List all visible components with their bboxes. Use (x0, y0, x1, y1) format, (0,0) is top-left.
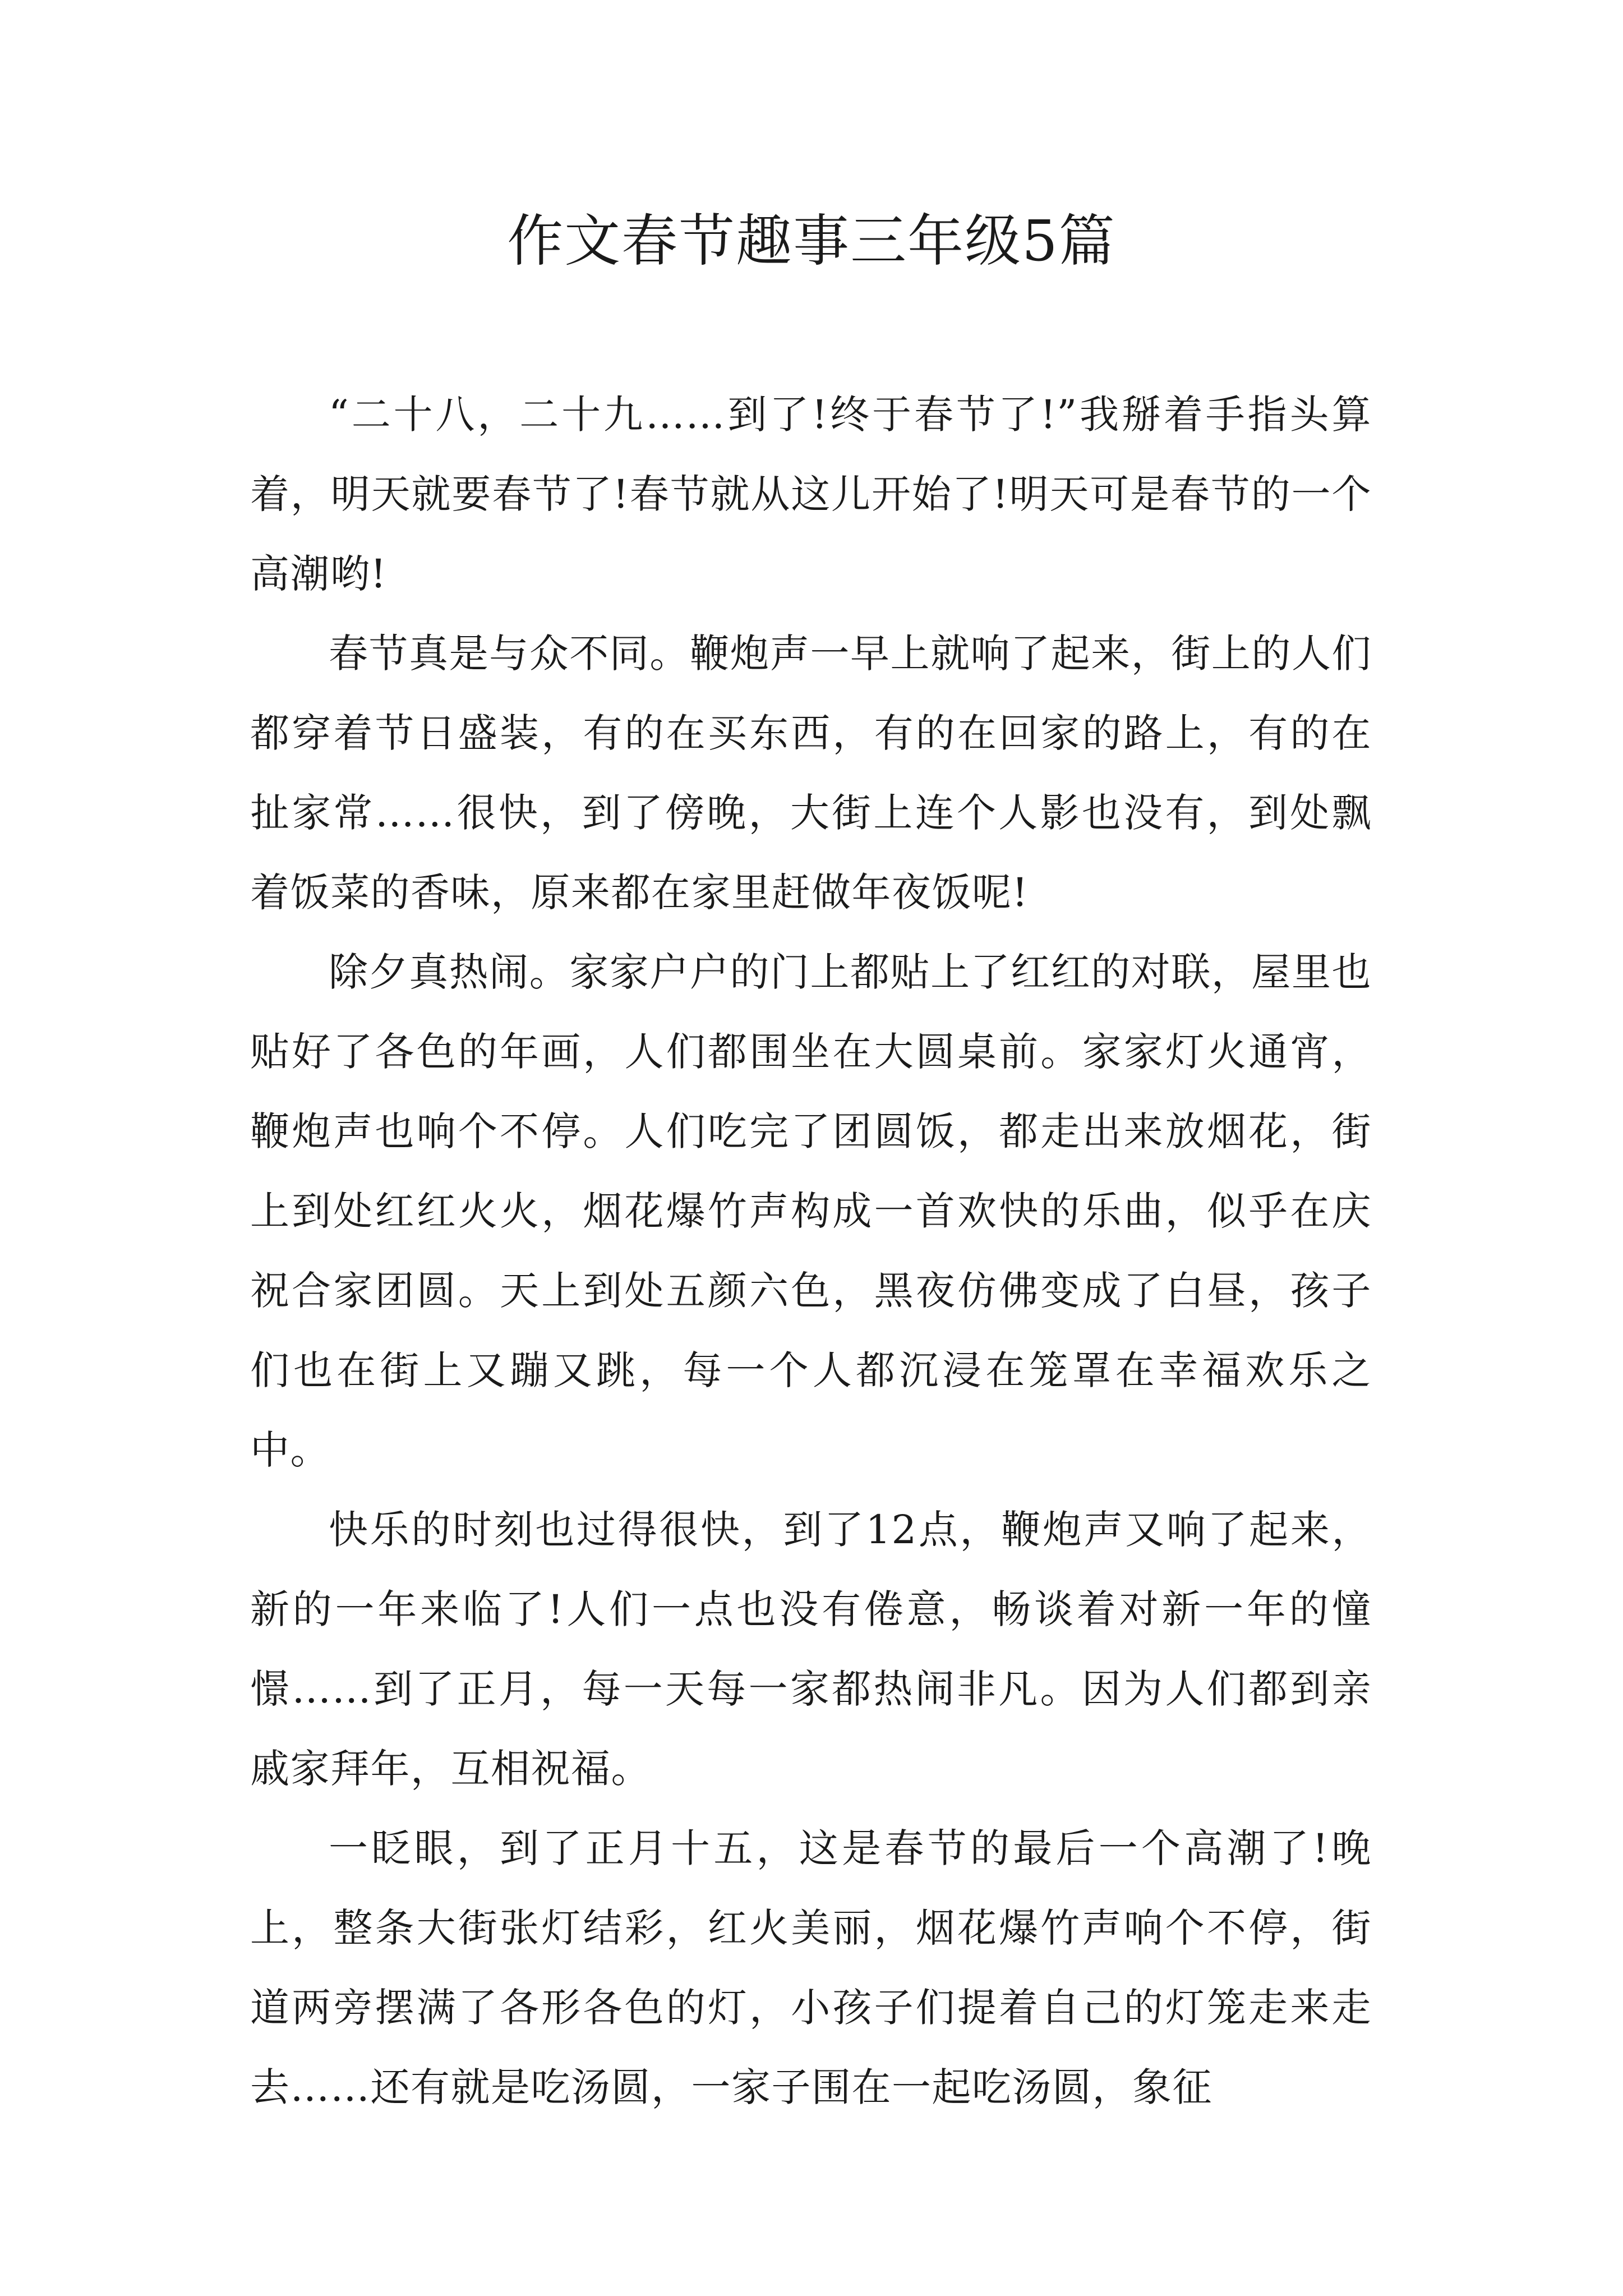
paragraph: 快乐的时刻也过得很快，到了12点，鞭炮声又响了起来，新的一年来临了!人们一点也没有倦意，畅谈着对新一年的憧憬……到了正月，每一天每一家都热闹非凡。因为人们都到亲戚家拜年，互相祝福。 (250, 1507, 1372, 1792)
document-title: 作文春节趣事三年级5篇 (507, 208, 1116, 274)
paragraph: 一眨眼，到了正月十五，这是春节的最后一个高潮了!晚上，整条大街张灯结彩，红火美丽，烟花爆竹声响个不停，街道两旁摆满了各形各色的灯，小孩子们提着自己的灯笼走来走去……还有就是吃汤圆，一家子围在一起吃汤圆，象征 (250, 1825, 1372, 2110)
paragraph: 春节真是与众不同。鞭炮声一早上就响了起来，街上的人们都穿着节日盛装，有的在买东西，有的在回家的路上，有的在扯家常……很快，到了傍晚，大街上连个人影也没有，到处飘着饭菜的香味，原来都在家里赶做年夜饭呢! (250, 631, 1372, 915)
document-body (250, 375, 1372, 2127)
paragraph: “二十八，二十九……到了!终于春节了!”我掰着手指头算着，明天就要春节了!春节就从这儿开始了!明天可是春节的一个高潮哟! (250, 392, 1372, 597)
paragraph: 除夕真热闹。家家户户的门上都贴上了红红的对联，屋里也贴好了各色的年画，人们都围坐在大圆桌前。家家灯火通宵，鞭炮声也响个不停。人们吃完了团圆饭，都走出来放烟花，街上到处红红火火，烟花爆竹声构成一首欢快的乐曲，似乎在庆祝合家团圆。天上到处五颜六色，黑夜仿佛变成了白昼，孩子们也在街上又蹦又跳，每一个人都沉浸在笼罩在幸福欢乐之中。 (250, 949, 1372, 1473)
